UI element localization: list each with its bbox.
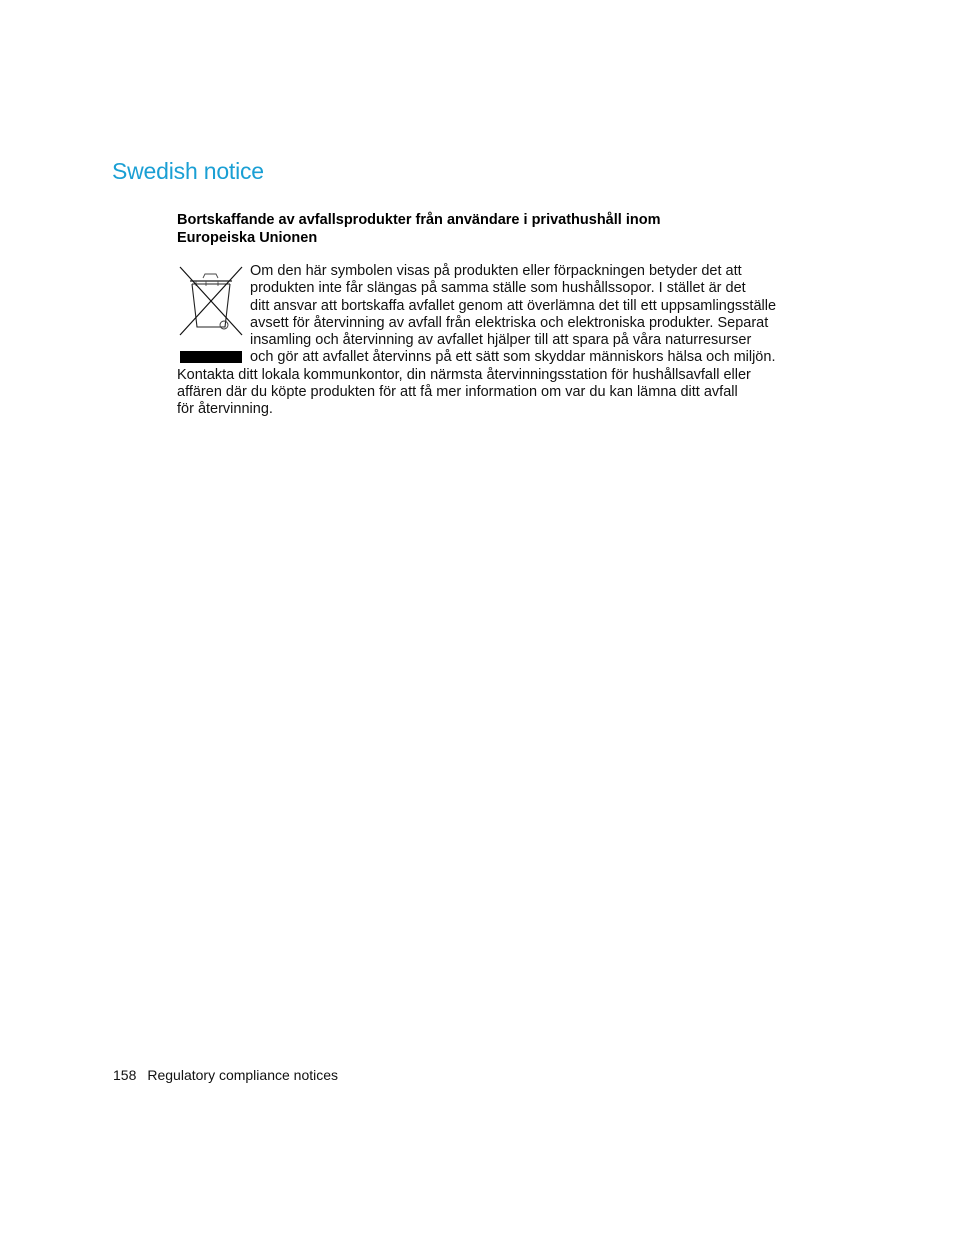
body-line: och gör att avfallet återvinns på ett sätt som skyddar människors hälsa och miljön.	[250, 349, 776, 366]
body-line: Om den här symbolen visas på produkten eller förpackningen betyder det att	[250, 263, 742, 279]
body-line: för återvinning.	[177, 401, 273, 418]
body-paragraph	[177, 263, 837, 419]
subheading-line: Europeiska Unionen	[177, 229, 318, 246]
body-line: insamling och återvinning av avfallet hjälper till att spara på våra naturresurser	[250, 332, 752, 349]
page-number: 158	[113, 1067, 137, 1083]
section-title: Swedish notice	[112, 158, 264, 184]
subheading-line: Bortskaffande av avfallsprodukter från användare i privathushåll inom	[177, 212, 661, 228]
body-line: ditt ansvar att bortskaffa avfallet genom att överlämna det till ett uppsamlingsställe	[250, 297, 777, 314]
body-line: Kontakta ditt lokala kommunkontor, din närmsta återvinningsstation för hushållsavfall eller	[177, 366, 751, 383]
subheading	[177, 212, 817, 247]
body-line: affären där du köpte produkten för att få mer information om var du kan lämna ditt avfall	[177, 384, 738, 401]
body-line: avsett för återvinning av avfall från elektriska och elektroniska produkter. Separat	[250, 314, 769, 331]
footer-label: Regulatory compliance notices	[147, 1067, 339, 1083]
body-line: produkten inte får slängas på samma ställe som hushållssopor. I stället är det	[250, 280, 746, 297]
page-footer	[113, 1067, 338, 1083]
